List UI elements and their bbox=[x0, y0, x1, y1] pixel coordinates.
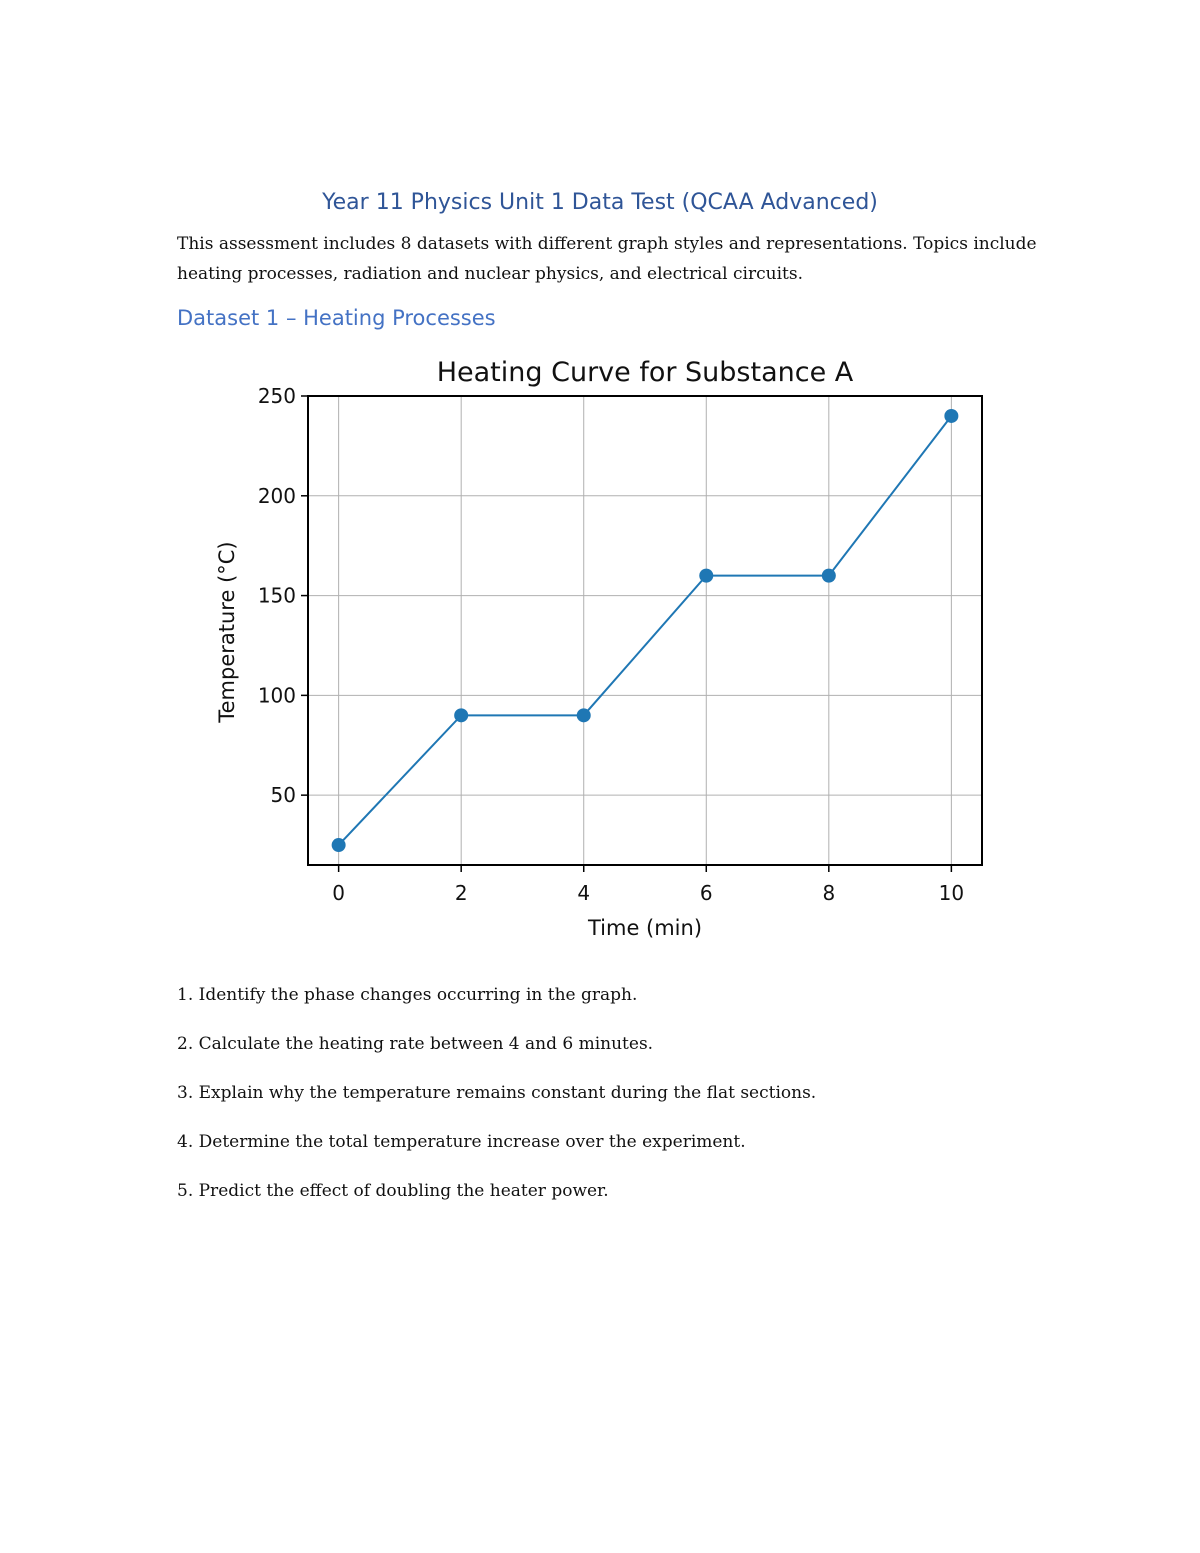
x-axis-label: Time (min) bbox=[587, 916, 703, 940]
question-item: 2. Calculate the heating rate between 4 and 6 minutes. bbox=[177, 1034, 654, 1054]
series-line bbox=[339, 416, 952, 845]
y-axis-label: Temperature (°C) bbox=[215, 541, 239, 723]
x-tick-label: 8 bbox=[822, 881, 836, 905]
data-point bbox=[454, 708, 468, 722]
section-heading: Dataset 1 – Heating Processes bbox=[177, 306, 496, 330]
heating-curve-chart bbox=[200, 345, 1000, 950]
y-tick-label: 200 bbox=[257, 483, 296, 508]
x-tick-label: 4 bbox=[577, 881, 591, 905]
data-point bbox=[822, 569, 836, 583]
question-item: 1. Identify the phase changes occurring in the graph. bbox=[177, 985, 638, 1005]
y-tick-label: 50 bbox=[270, 783, 296, 808]
y-tick-label: 150 bbox=[257, 583, 296, 608]
question-item: 5. Predict the effect of doubling the heater power. bbox=[177, 1181, 609, 1201]
x-tick-label: 10 bbox=[938, 881, 965, 905]
data-point bbox=[699, 569, 713, 583]
x-tick-label: 2 bbox=[454, 881, 468, 905]
question-item: 4. Determine the total temperature increase over the experiment. bbox=[177, 1132, 746, 1152]
document-title: Year 11 Physics Unit 1 Data Test (QCAA Advanced) bbox=[322, 190, 878, 215]
data-point bbox=[577, 708, 591, 722]
question-list bbox=[177, 981, 1077, 1226]
chart-title: Heating Curve for Substance A bbox=[436, 357, 854, 388]
y-tick-label: 100 bbox=[257, 683, 296, 708]
data-point bbox=[944, 409, 958, 423]
x-tick-label: 6 bbox=[699, 881, 713, 905]
data-point bbox=[332, 838, 346, 852]
y-tick-label: 250 bbox=[257, 384, 296, 408]
question-item: 3. Explain why the temperature remains constant during the flat sections. bbox=[177, 1083, 817, 1103]
x-tick-label: 0 bbox=[332, 881, 346, 905]
intro-paragraph: This assessment includes 8 datasets with different graph styles and representations. Topics include heating processes, radiation and nuclear physics, and electrical circuits. bbox=[177, 234, 1037, 284]
